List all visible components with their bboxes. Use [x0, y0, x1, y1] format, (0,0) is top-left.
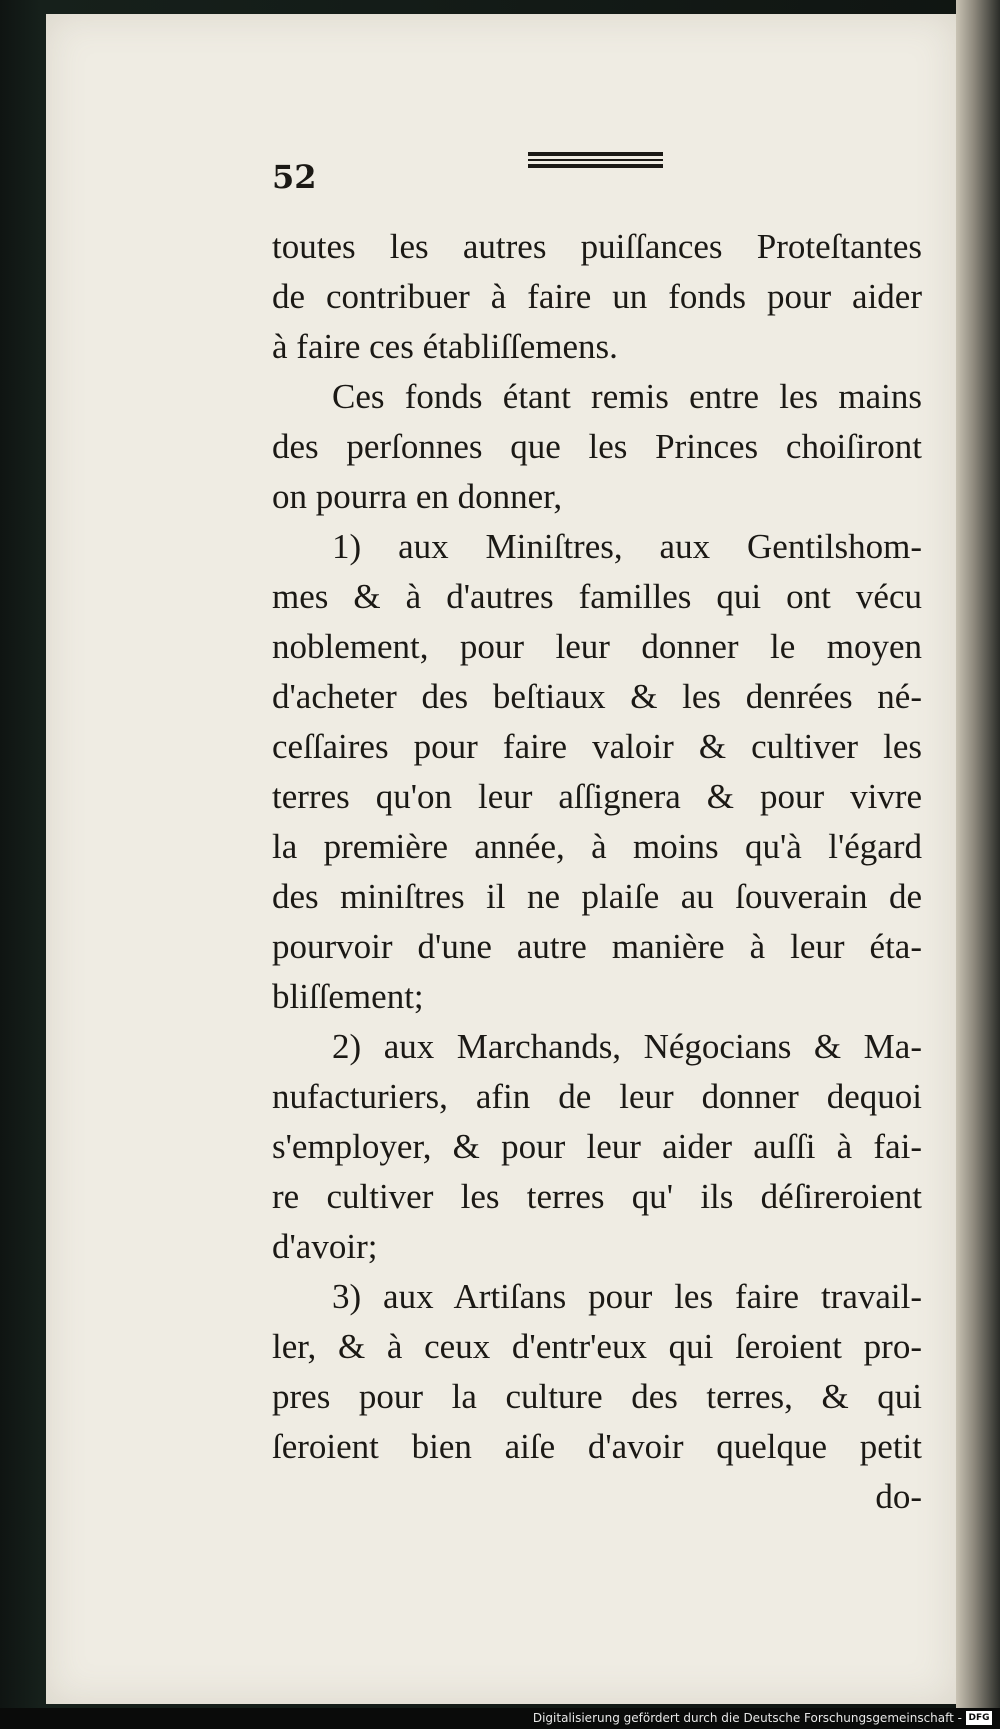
- page-number: 52: [272, 158, 317, 196]
- text-line: toutes les autres puiſſances Proteſtantes: [272, 227, 922, 266]
- text-line: pourvoir d'une autre manière à leur éta-: [272, 927, 922, 966]
- text-line: ler, & à ceux d'entr'eux qui ſeroient pro-: [272, 1327, 922, 1366]
- text-line: nufacturiers, afin de leur donner dequoi: [272, 1077, 922, 1116]
- text-line: d'avoir;: [272, 1227, 378, 1266]
- text-line: 1) aux Miniſtres, aux Gentilshom-: [332, 527, 922, 566]
- body-text: [272, 222, 922, 1522]
- header-rule-ornament: [528, 152, 663, 168]
- text-line: on pourra en donner,: [272, 477, 563, 516]
- text-line: à faire ces établiſſemens.: [272, 327, 618, 366]
- text-line: mes & à d'autres familles qui ont vécu: [272, 577, 922, 616]
- digitization-footer: [0, 1708, 1000, 1729]
- text-line: bliſſement;: [272, 977, 424, 1016]
- text-line: la première année, à moins qu'à l'égard: [272, 827, 922, 866]
- text-line: d'acheter des beſtiaux & les denrées né-: [272, 677, 922, 716]
- text-line: terres qu'on leur aſſignera & pour vivre: [272, 777, 922, 816]
- text-line: noblement, pour leur donner le moyen: [272, 627, 922, 666]
- text-line: Ces fonds étant remis entre les mains: [332, 377, 922, 416]
- catchword: do-: [875, 1477, 922, 1516]
- text-line: des perſonnes que les Princes choiſiront: [272, 427, 922, 466]
- text-line: des miniſtres il ne plaiſe au ſouverain de: [272, 877, 922, 916]
- dfg-logo: DFG: [966, 1711, 992, 1725]
- text-line: s'employer, & pour leur aider auſſi à fai-: [272, 1127, 922, 1166]
- text-line: 3) aux Artiſans pour les faire travail-: [332, 1277, 922, 1316]
- text-line: ſeroient bien aiſe d'avoir quelque petit: [272, 1427, 922, 1466]
- text-line: 2) aux Marchands, Négocians & Ma-: [332, 1027, 922, 1066]
- text-line: pres pour la culture des terres, & qui: [272, 1377, 922, 1416]
- text-line: de contribuer à faire un fonds pour aider: [272, 277, 922, 316]
- footer-credit: Digitalisierung gefördert durch die Deutsche Forschungsgemeinschaft -: [532, 1711, 962, 1725]
- page-edge: [956, 0, 1000, 1729]
- text-line: ceſſaires pour faire valoir & cultiver les: [272, 727, 922, 766]
- text-line: re cultiver les terres qu' ils déſireroient: [272, 1177, 922, 1216]
